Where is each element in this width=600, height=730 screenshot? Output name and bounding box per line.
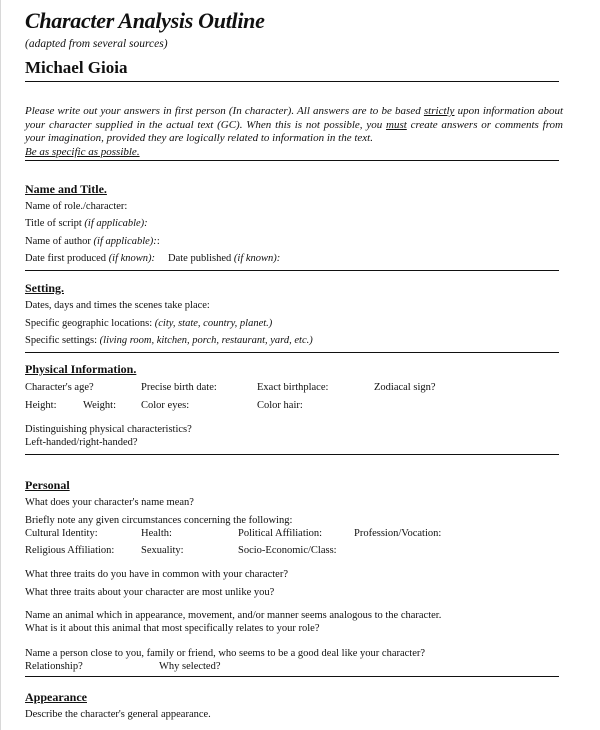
weight-field: Weight: — [83, 400, 116, 411]
section-heading-setting: Setting. — [25, 281, 64, 295]
date-first-field: Date first produced (if known): — [25, 253, 156, 264]
be-specific-note: Be as specific as possible. — [25, 145, 140, 158]
personal-section-rule — [25, 676, 559, 677]
political-field: Political Affiliation: — [238, 528, 323, 539]
sexuality-field: Sexuality: — [141, 545, 184, 556]
circumstances-note: Briefly note any given circumstances concerning the following: — [25, 515, 293, 526]
page-title: Character Analysis Outline — [25, 8, 265, 33]
socio-economic-field: Socio-Economic/Class: — [238, 545, 337, 556]
hair-color-field: Color hair: — [257, 400, 303, 411]
age-field: Character's age? — [25, 382, 94, 393]
general-appearance-field: Describe the character's general appearance. — [25, 709, 211, 720]
birth-date-field: Precise birth date: — [141, 382, 217, 393]
handedness-field: Left-handed/right-handed? — [25, 437, 138, 448]
animal-relation-field: What is it about this animal that most specifically relates to your role? — [25, 623, 320, 634]
author-name: Michael Gioia — [25, 58, 128, 77]
date-published-field: Date published (if known): — [168, 253, 281, 264]
dates-field: Dates, days and times the scenes take place: — [25, 300, 210, 311]
profession-field: Profession/Vocation: — [354, 528, 442, 539]
intro-rule — [25, 160, 559, 161]
section-heading-appearance: Appearance — [25, 690, 87, 704]
distinguishing-field: Distinguishing physical characteristics? — [25, 424, 192, 435]
title-rule — [25, 81, 559, 82]
health-field: Health: — [141, 528, 172, 539]
script-title-field: Title of script (if applicable): — [25, 218, 148, 229]
eye-color-field: Color eyes: — [141, 400, 190, 411]
setting-section-rule — [25, 352, 559, 353]
relationship-field: Relationship? — [25, 661, 83, 672]
height-field: Height: — [25, 400, 57, 411]
physical-section-rule — [25, 454, 559, 455]
section-heading-physical: Physical Information. — [25, 362, 137, 376]
cultural-identity-field: Cultural Identity: — [25, 528, 98, 539]
birthplace-field: Exact birthplace: — [257, 382, 329, 393]
common-traits-field: What three traits do you have in common with your character? — [25, 569, 288, 580]
why-selected-field: Why selected? — [159, 661, 221, 672]
section-heading-personal: Personal — [25, 478, 70, 492]
name-section-rule — [25, 270, 559, 271]
name-meaning-field: What does your character's name mean? — [25, 497, 194, 508]
religious-field: Religious Affiliation: — [25, 545, 115, 556]
role-field: Name of role./character: — [25, 201, 128, 212]
specific-settings-field: Specific settings: (living room, kitchen, porch, restaurant, yard, etc.) — [25, 335, 313, 346]
animal-field: Name an animal which in appearance, movement, and/or manner seems analogous to the character. — [25, 610, 442, 621]
section-heading-name-title: Name and Title. — [25, 182, 107, 196]
geo-locations-field: Specific geographic locations: (city, state, country, planet.) — [25, 318, 273, 329]
zodiac-field: Zodiacal sign? — [374, 382, 436, 393]
unlike-traits-field: What three traits about your character are most unlike you? — [25, 587, 275, 598]
author-field: Name of author (if applicable):: — [25, 236, 160, 247]
similar-person-field: Name a person close to you, family or friend, who seems to be a good deal like your character? — [25, 648, 426, 659]
instructions-paragraph: Please write out your answers in first person (In character). All answers are to be based strictly upon information about your character supplied in the actual text (GC). When this is not possible, you must create answers or comments from your imagination, provided they are logically related to information in the text. Be as specific as possible. — [25, 105, 564, 158]
subtitle: (adapted from several sources) — [25, 38, 168, 50]
